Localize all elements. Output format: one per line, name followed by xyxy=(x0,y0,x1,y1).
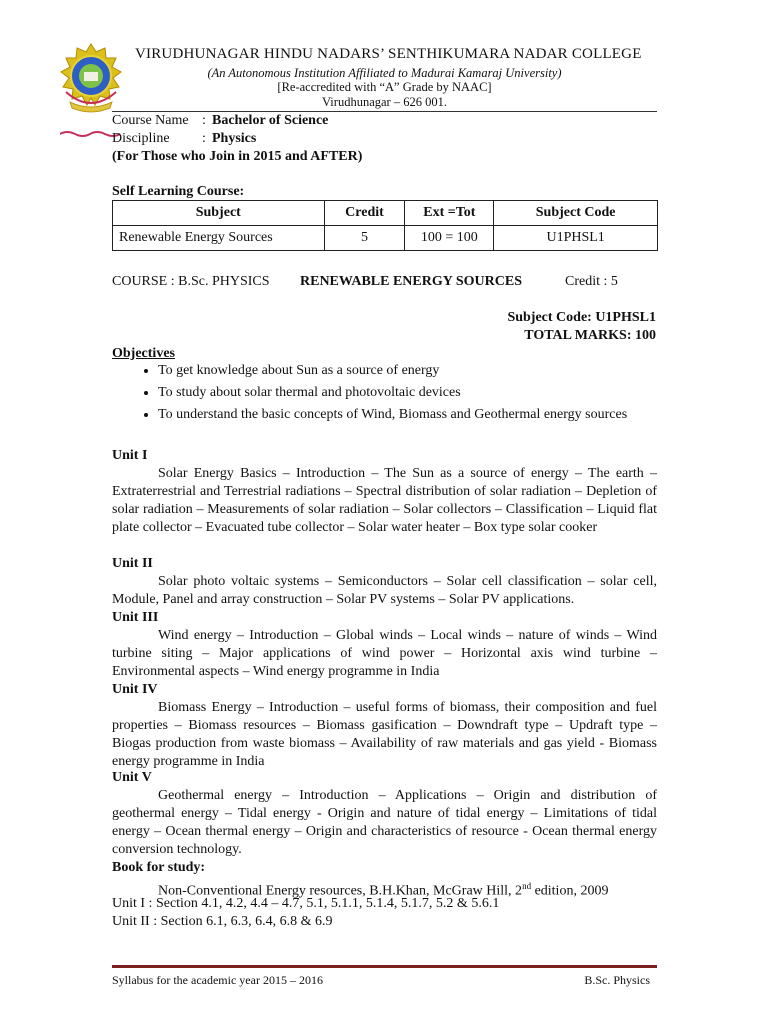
table-cell: Renewable Energy Sources xyxy=(113,226,325,251)
unit-text: Biomass Energy – Introduction – useful forms of biomass, their composition and fuel properties – Biomass resources – Biomass gasification – Downdraft type – Updraft type – Biogas production from waste biomass – Availability of raw materials and gas yield - Biomass energy programme in India xyxy=(112,700,657,769)
objectives-list xyxy=(112,360,658,426)
footer-left: Syllabus for the academic year 2015 – 2016 xyxy=(112,973,323,987)
table-cell: U1PHSL1 xyxy=(494,226,658,251)
unit1-sections: Unit I : Section 4.1, 4.2, 4.4 – 4.7, 5.1, 5.1.1, 5.1.4, 5.1.7, 5.2 & 5.6.1 xyxy=(112,896,500,911)
join-note: (For Those who Join in 2015 and AFTER) xyxy=(112,149,363,164)
course-name-label: Course Name xyxy=(112,113,189,128)
unit-title: Unit I xyxy=(112,448,148,463)
subject-code-line: Subject Code: U1PHSL1 xyxy=(507,310,656,325)
footer-right: B.Sc. Physics xyxy=(584,973,650,987)
unit-text: Solar photo voltaic systems – Semiconductors – Solar cell classification – solar cell, Module, Panel and array construction – Solar PV systems – Solar PV applications. xyxy=(112,574,657,607)
course-line-credit: Credit : 5 xyxy=(565,274,618,289)
decorative-wave-icon xyxy=(60,125,120,133)
objectives-heading: Objectives xyxy=(112,346,175,361)
course-name-colon: : xyxy=(202,113,206,128)
table-header-row xyxy=(113,201,658,226)
header-divider xyxy=(112,111,657,112)
list-item: • To understand the basic concepts of Wind, Biomass and Geothermal energy sources xyxy=(158,404,658,425)
table-cell: 100 = 100 xyxy=(405,226,494,251)
course-line-course: COURSE : B.Sc. PHYSICS xyxy=(112,274,270,289)
college-name: VIRUDHUNAGAR HINDU NADARS’ SENTHIKUMARA NADAR COLLEGE xyxy=(135,46,642,62)
unit2-sections: Unit II : Section 6.1, 6.3, 6.4, 6.8 & 6.9 xyxy=(112,914,333,929)
unit-text: Geothermal energy – Introduction – Applications – Origin and distribution of geothermal energy – Tidal energy - Origin and nature of tidal energy – Limitations of tidal energy – Ocean thermal energy – Origin and characteristics of resource - Ocean thermal energy conversion technology. xyxy=(112,788,657,857)
table-header-cell: Subject xyxy=(113,201,325,226)
table-header-cell: Ext =Tot xyxy=(405,201,494,226)
book-citation-main: Non-Conventional Energy resources, B.H.Khan, McGraw Hill, 2 xyxy=(158,883,523,899)
book-heading: Book for study: xyxy=(112,860,206,875)
discipline-colon: : xyxy=(202,131,206,146)
discipline-value: Physics xyxy=(212,131,257,146)
book-citation-edition: edition, 2009 xyxy=(531,883,609,899)
accreditation-line: [Re-accredited with “A” Grade by NAAC] xyxy=(277,80,492,94)
table-cell: 5 xyxy=(324,226,405,251)
unit-text: Wind energy – Introduction – Global winds – Local winds – nature of winds – Wind turbine siting – Major applications of wind power – Horizontal axis wind turbine – Environmental aspects – Wind energy programme in India xyxy=(112,628,657,679)
subject-table xyxy=(112,200,658,251)
course-line-title: RENEWABLE ENERGY SOURCES xyxy=(300,274,522,289)
address-line: Virudhunagar – 626 001. xyxy=(322,95,447,109)
table-header-cell: Subject Code xyxy=(494,201,658,226)
unit-text: Solar Energy Basics – Introduction – The Sun as a source of energy – The earth – Extraterrestrial and Terrestrial radiations – Spectral distribution of solar radiation – Depletion of solar radiation – Measurements of solar radiation – Solar collectors – Classification – Liquid flat plate collector – Evacuated tube collector – Solar water heater – Box type solar cooker xyxy=(112,466,657,535)
unit-title: Unit III xyxy=(112,610,159,625)
book-citation-sup: nd xyxy=(522,881,532,891)
self-learning-heading: Self Learning Course: xyxy=(112,184,245,199)
table-row xyxy=(113,226,658,251)
footer-divider xyxy=(112,965,657,968)
autonomy-line: (An Autonomous Institution Affiliated to Madurai Kamaraj University) xyxy=(207,66,562,80)
list-item: • To study about solar thermal and photovoltaic devices xyxy=(158,382,658,403)
list-item: • To get knowledge about Sun as a source of energy xyxy=(158,360,658,381)
total-marks-line: TOTAL MARKS: 100 xyxy=(524,328,656,343)
unit-title: Unit V xyxy=(112,770,152,785)
discipline-label: Discipline xyxy=(112,131,170,146)
unit-title: Unit IV xyxy=(112,682,158,697)
unit-title: Unit II xyxy=(112,556,153,571)
table-header-cell: Credit xyxy=(324,201,405,226)
course-name-value: Bachelor of Science xyxy=(212,113,329,128)
